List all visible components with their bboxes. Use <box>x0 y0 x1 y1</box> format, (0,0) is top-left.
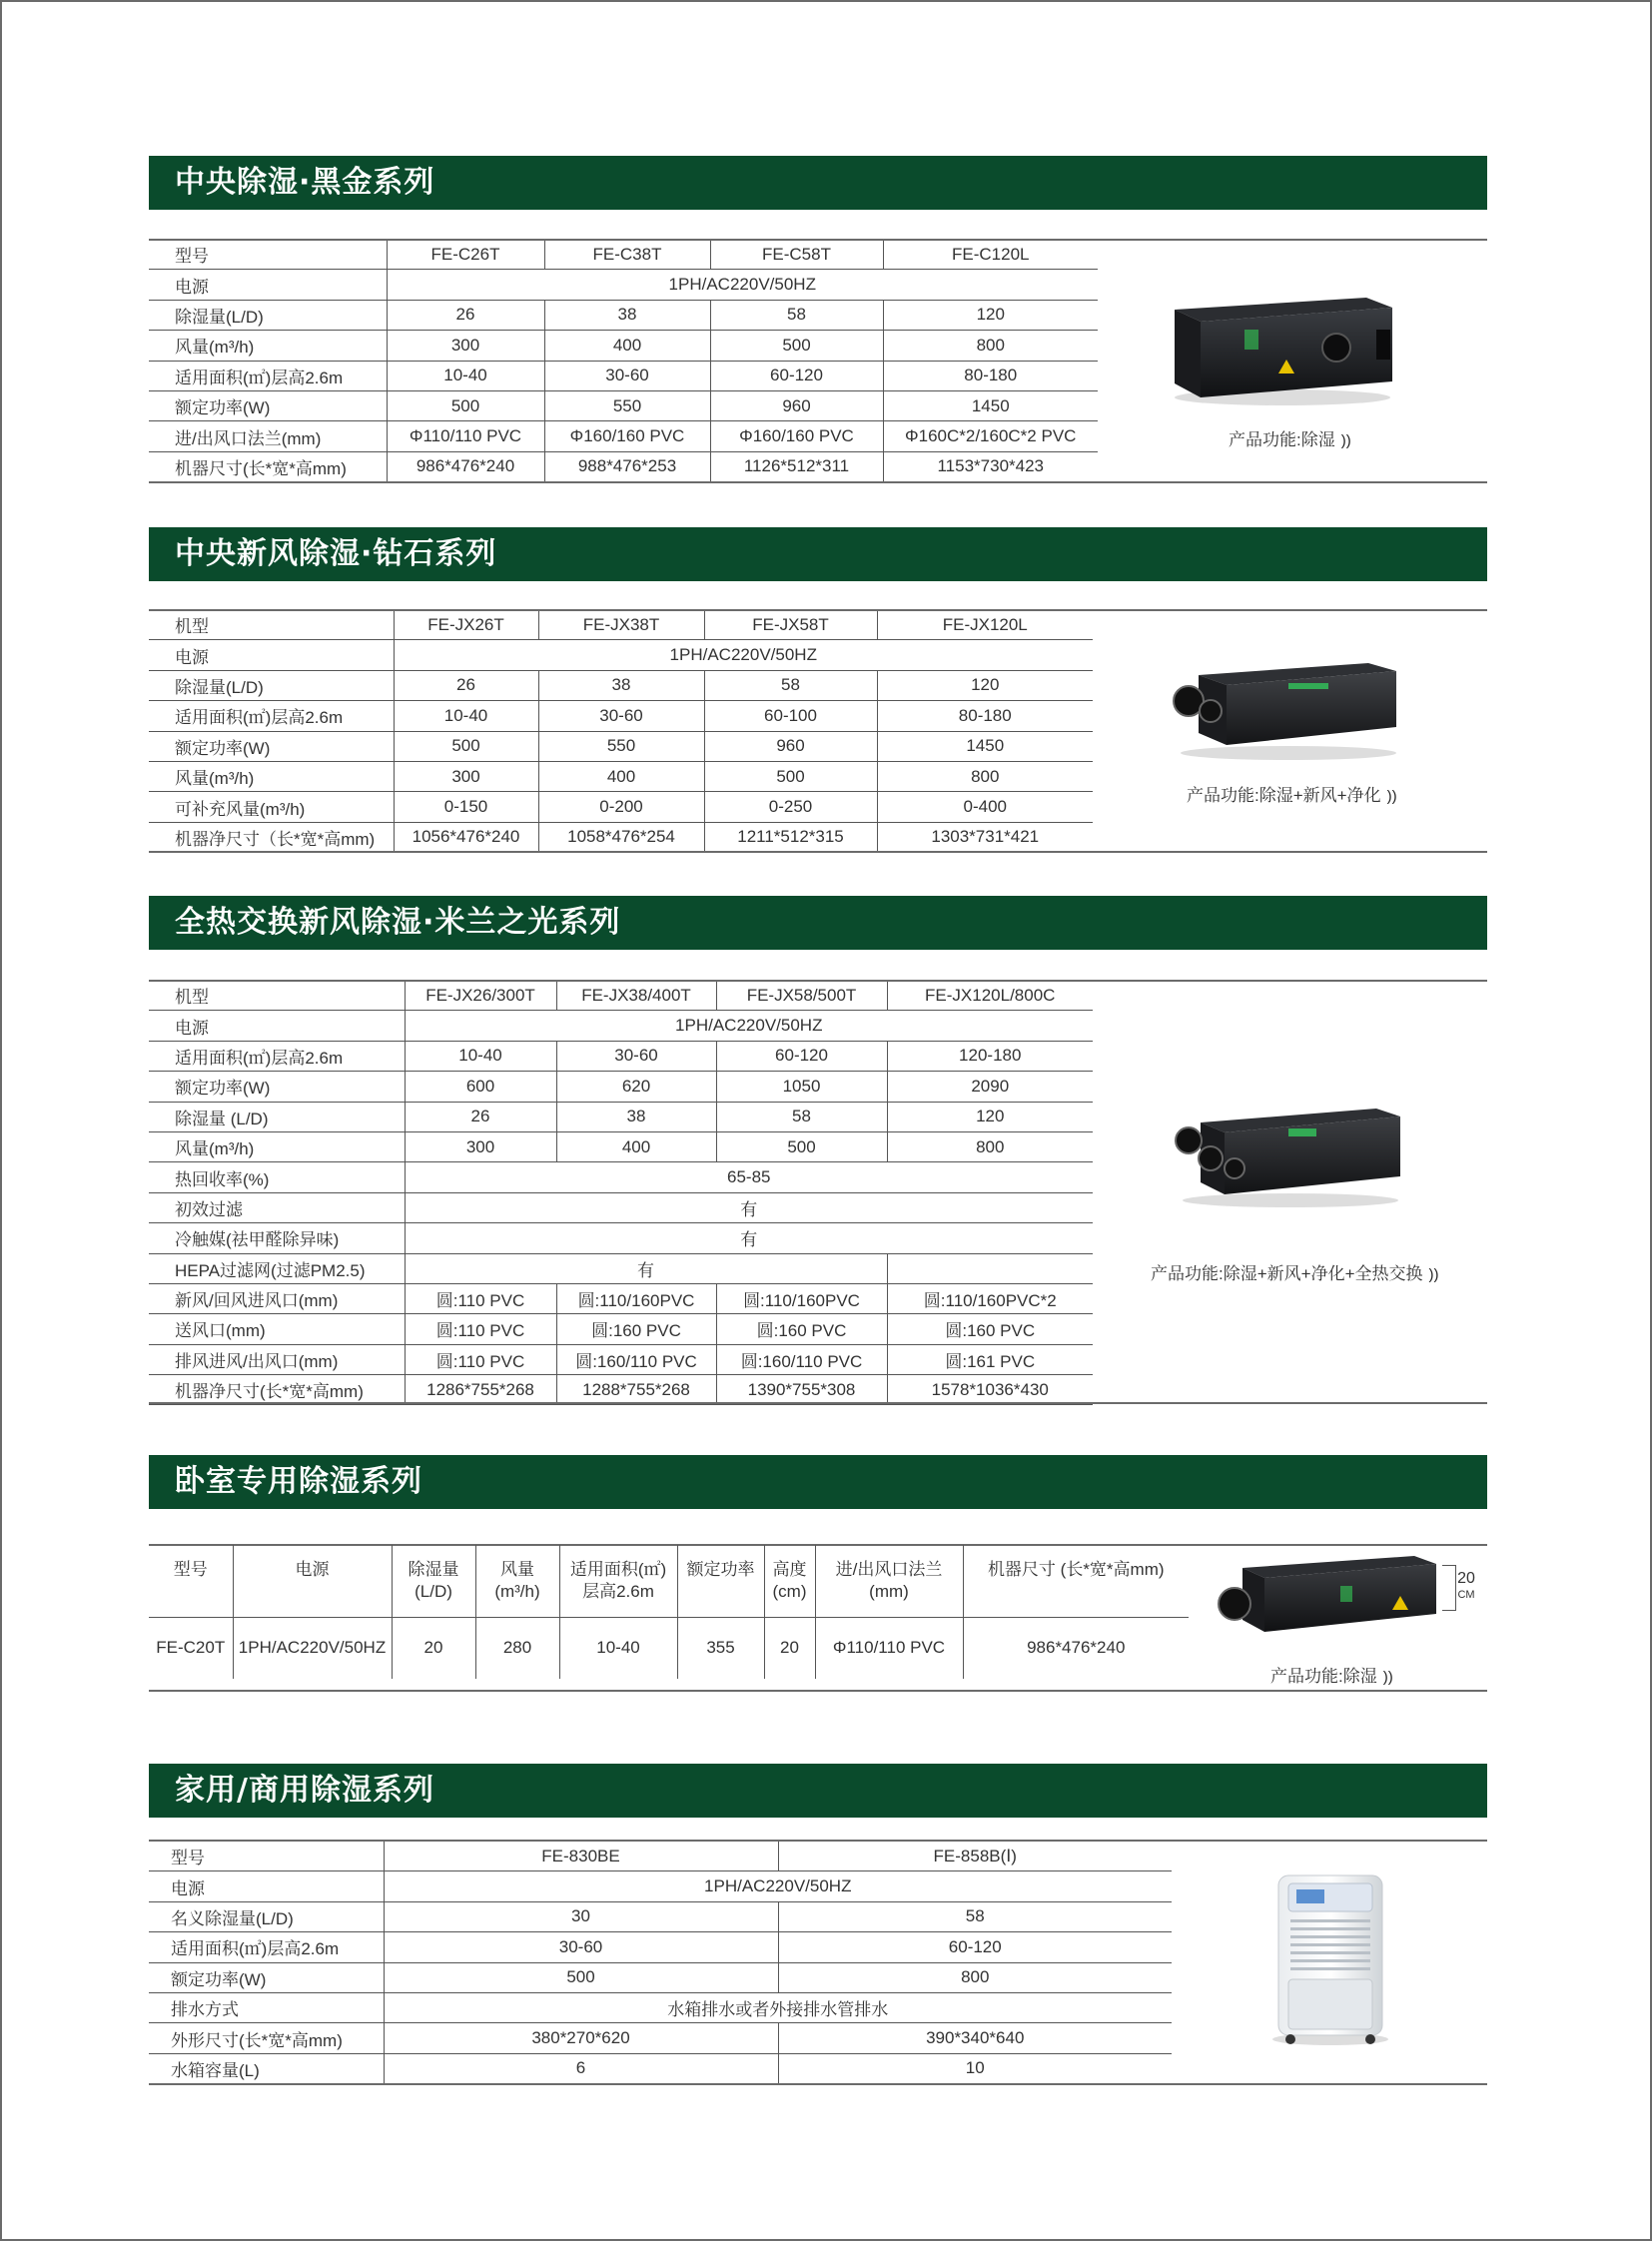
signal-wave-icon: )) <box>1386 788 1397 805</box>
table-row: 机器尺寸(长*宽*高mm) 986*476*240 988*476*253 1126*512*311 1153*730*423 <box>149 451 1098 481</box>
divider <box>149 239 1487 241</box>
spec-table-milan <box>149 980 1093 1405</box>
section-title-diamond: 中央新风除湿·钻石系列 <box>149 527 1487 581</box>
product-function-bedroom: 产品功能:除湿 )) <box>1270 1667 1393 1686</box>
table-header-row: 型号 电源 除湿量 (L/D) 风量 (m³/h) 适用面积(㎡) 层高2.6m 额定功率 高度 (cm) 进/出风口法兰 (mm) 机器尺寸 (长*宽*高mm) <box>149 1545 1189 1617</box>
table-row: 外形尺寸(长*宽*高mm) 380*270*620 390*340*640 <box>149 2023 1172 2053</box>
signal-wave-icon: )) <box>1340 432 1351 449</box>
product-image-black-gold <box>1167 290 1398 409</box>
table-row: 除湿量(L/D) 26 38 58 120 <box>149 300 1098 330</box>
product-image-portable-dehumidifier <box>1266 1869 1392 2049</box>
table-row: 新风/回风进风口(mm) 圆:110 PVC 圆:110/160PVC 圆:110/160PVC 圆:110/160PVC*2 <box>149 1283 1093 1313</box>
table-row: 进/出风口法兰(mm) Φ110/110 PVC Φ160/160 PVC Φ160/160 PVC Φ160C*2/160C*2 PVC <box>149 421 1098 451</box>
spec-table-black-gold <box>149 239 1098 482</box>
spec-table-diamond <box>149 609 1093 853</box>
divider <box>149 1402 1487 1404</box>
table-row: 水箱容量(L) 6 10 <box>149 2053 1172 2083</box>
spec-table-bedroom <box>149 1545 1189 1679</box>
divider <box>149 980 1487 982</box>
table-row: HEPA过滤网(过滤PM2.5) 有 <box>149 1253 1093 1283</box>
table-row: 排水方式 水箱排水或者外接排水管排水 <box>149 1992 1172 2022</box>
table-row: 额定功率(W) 600 620 1050 2090 <box>149 1072 1093 1102</box>
product-function-diamond: 产品功能:除湿+新风+净化 )) <box>1187 786 1397 805</box>
table-row: FE-C20T 1PH/AC220V/50HZ 20 280 10-40 355 20 Φ110/110 PVC 986*476*240 <box>149 1617 1189 1679</box>
table-row: 冷触媒(祛甲醛除异味) 有 <box>149 1223 1093 1253</box>
table-row: 额定功率(W) 500 550 960 1450 <box>149 731 1093 761</box>
signal-wave-icon: )) <box>1428 1266 1439 1283</box>
section-title-home-commercial: 家用/商用除湿系列 <box>149 1764 1487 1818</box>
signal-wave-icon: )) <box>1382 1669 1393 1686</box>
product-function-black-gold: 产品功能:除湿 )) <box>1229 430 1351 449</box>
table-row: 名义除湿量(L/D) 30 58 <box>149 1901 1172 1931</box>
table-row: 适用面积(㎡)层高2.6m 30-60 60-120 <box>149 1932 1172 1962</box>
section-title-black-gold: 中央除湿·黑金系列 <box>149 156 1487 210</box>
table-row: 型号 FE-830BE FE-858B(Ⅰ) <box>149 1842 1172 1871</box>
product-function-milan: 产品功能:除湿+新风+净化+全热交换 )) <box>1151 1264 1439 1283</box>
table-row: 适用面积(㎡)层高2.6m 10-40 30-60 60-120 80-180 <box>149 361 1098 390</box>
table-row: 机器净尺寸（长*宽*高mm) 1056*476*240 1058*476*254 1211*512*315 1303*731*421 <box>149 822 1093 852</box>
divider <box>149 1690 1487 1692</box>
table-row: 可补充风量(m³/h) 0-150 0-200 0-250 0-400 <box>149 792 1093 822</box>
table-row: 电源 1PH/AC220V/50HZ <box>149 270 1098 300</box>
table-row: 送风口(mm) 圆:110 PVC 圆:160 PVC 圆:160 PVC 圆:160 PVC <box>149 1314 1093 1344</box>
divider <box>149 1840 1487 1842</box>
product-image-milan <box>1171 1099 1406 1210</box>
table-row: 型号 FE-C26T FE-C38T FE-C58T FE-C120L <box>149 240 1098 270</box>
table-row: 风量(m³/h) 300 400 500 800 <box>149 761 1093 791</box>
table-row: 电源 1PH/AC220V/50HZ <box>149 1011 1093 1041</box>
table-row: 机型 FE-JX26/300T FE-JX38/400T FE-JX58/500T FE-JX120L/800C <box>149 981 1093 1011</box>
height-dimension-label: 20 CM <box>1457 1570 1475 1601</box>
divider <box>149 2083 1487 2085</box>
section-title-bedroom: 卧室专用除湿系列 <box>149 1455 1487 1509</box>
table-row: 适用面积(㎡)层高2.6m 10-40 30-60 60-120 120-180 <box>149 1041 1093 1071</box>
table-row: 适用面积(㎡)层高2.6m 10-40 30-60 60-100 80-180 <box>149 701 1093 731</box>
table-row: 额定功率(W) 500 800 <box>149 1962 1172 1992</box>
section-title-milan: 全热交换新风除湿·米兰之光系列 <box>149 896 1487 950</box>
divider <box>149 609 1487 611</box>
divider <box>149 481 1487 483</box>
table-row: 热回收率(%) 65-85 <box>149 1162 1093 1192</box>
table-row: 除湿量(L/D) 26 38 58 120 <box>149 670 1093 700</box>
product-image-diamond <box>1169 653 1404 763</box>
table-row: 风量(m³/h) 300 400 500 800 <box>149 1131 1093 1161</box>
table-row: 机器净尺寸(长*宽*高mm) 1286*755*268 1288*755*268 1390*755*308 1578*1036*430 <box>149 1375 1093 1405</box>
table-row: 机型 FE-JX26T FE-JX38T FE-JX58T FE-JX120L <box>149 610 1093 640</box>
table-row: 排风进风/出风口(mm) 圆:110 PVC 圆:160/110 PVC 圆:160/110 PVC 圆:161 PVC <box>149 1344 1093 1374</box>
table-row: 除湿量 (L/D) 26 38 58 120 <box>149 1102 1093 1131</box>
divider <box>149 851 1487 853</box>
product-image-bedroom <box>1215 1552 1438 1644</box>
table-row: 风量(m³/h) 300 400 500 800 <box>149 331 1098 361</box>
table-row: 额定功率(W) 500 550 960 1450 <box>149 390 1098 420</box>
table-row: 初效过滤 有 <box>149 1192 1093 1222</box>
table-row: 电源 1PH/AC220V/50HZ <box>149 1871 1172 1901</box>
spec-table-home-commercial <box>149 1841 1172 2084</box>
table-row: 电源 1PH/AC220V/50HZ <box>149 640 1093 670</box>
